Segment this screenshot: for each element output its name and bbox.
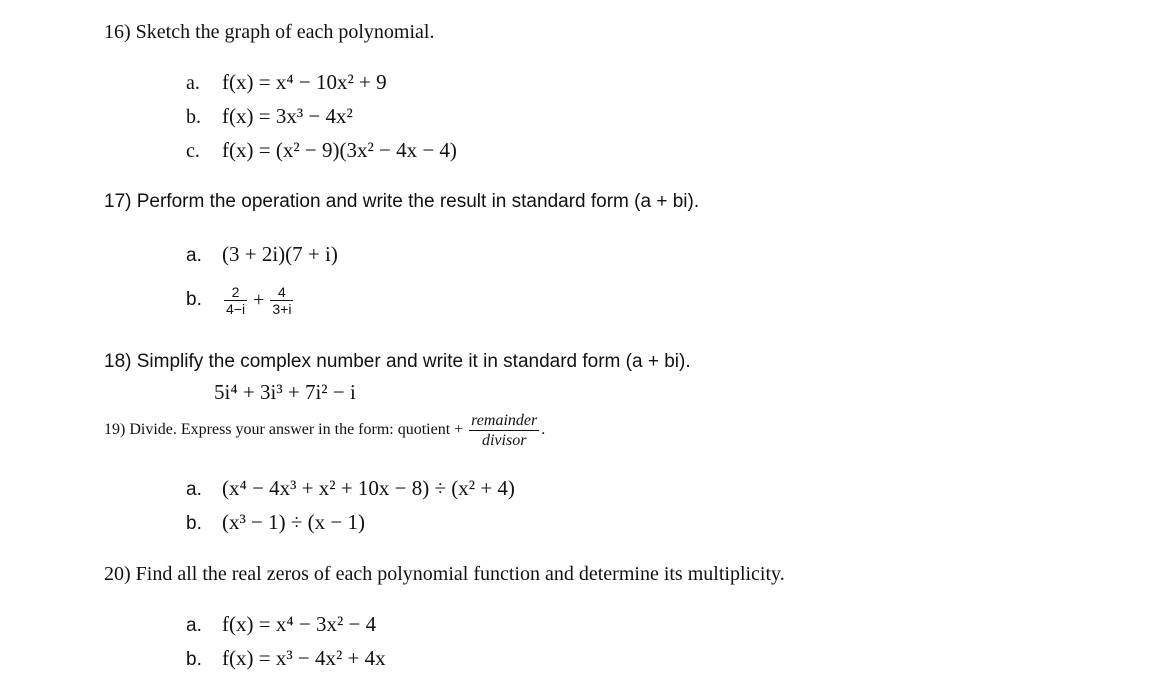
- item-label: b.: [186, 513, 202, 534]
- q19-fraction: [469, 411, 539, 450]
- q18-expr: 5i⁴ + 3i³ + 7i² − i: [214, 380, 356, 404]
- fraction-denominator: divisor: [481, 431, 527, 449]
- item-label: a.: [186, 479, 202, 500]
- item-label: b.: [186, 649, 202, 670]
- item-expr: f(x) = x⁴ − 10x² + 9: [222, 70, 387, 94]
- q20-title: 20) Find all the real zeros of each polynomial function and determine its multiplicity.: [104, 563, 785, 585]
- q19-item-b: [186, 510, 365, 536]
- q20-item-a: [186, 612, 376, 638]
- q19-title: [104, 408, 545, 452]
- fraction-denominator: 3+i: [272, 300, 292, 317]
- item-expr: f(x) = 3x³ − 4x²: [222, 104, 353, 128]
- item-expr: (x⁴ − 4x³ + x² + 10x − 8) ÷ (x² + 4): [222, 476, 515, 500]
- plus-operator: +: [253, 288, 265, 311]
- q19-item-a: [186, 476, 515, 502]
- fraction-numerator: 2: [231, 283, 240, 300]
- q16-item-a: [186, 70, 387, 95]
- fraction-numerator: 4: [278, 283, 286, 300]
- q16-item-c: [186, 138, 457, 163]
- q16-item-b: [186, 104, 353, 129]
- q18-title: 18) Simplify the complex number and write it in standard form (a + bi).: [104, 351, 691, 372]
- item-label: a.: [186, 72, 200, 94]
- item-expr: f(x) = x⁴ − 3x² − 4: [222, 612, 377, 636]
- item-label: c.: [186, 140, 200, 162]
- item-expr: f(x) = x³ − 4x² + 4x: [222, 646, 386, 670]
- item-label: b.: [186, 106, 201, 128]
- item-label: a.: [186, 245, 202, 266]
- q17-item-b: [186, 278, 295, 322]
- q19-prefix: 19) Divide. Express your answer in the form: quotient +: [104, 421, 464, 438]
- q16-title: 16) Sketch the graph of each polynomial.: [104, 21, 435, 43]
- item-label: a.: [186, 615, 202, 636]
- item-expr: f(x) = (x² − 9)(3x² − 4x − 4): [222, 138, 457, 162]
- item-expr: (x³ − 1) ÷ (x − 1): [222, 510, 365, 534]
- q19-suffix: .: [541, 421, 546, 438]
- fraction-1: [224, 284, 247, 317]
- q17-title: 17) Perform the operation and write the result in standard form (a + bi).: [104, 191, 700, 212]
- item-label: b.: [186, 289, 202, 310]
- item-expr: (3 + 2i)(7 + i): [222, 242, 338, 266]
- q17-item-a: [186, 242, 338, 268]
- q20-item-b: [186, 646, 386, 672]
- fraction-denominator: 4−i: [226, 300, 246, 317]
- fraction-numerator: remainder: [471, 411, 538, 429]
- fraction-2: [270, 284, 293, 317]
